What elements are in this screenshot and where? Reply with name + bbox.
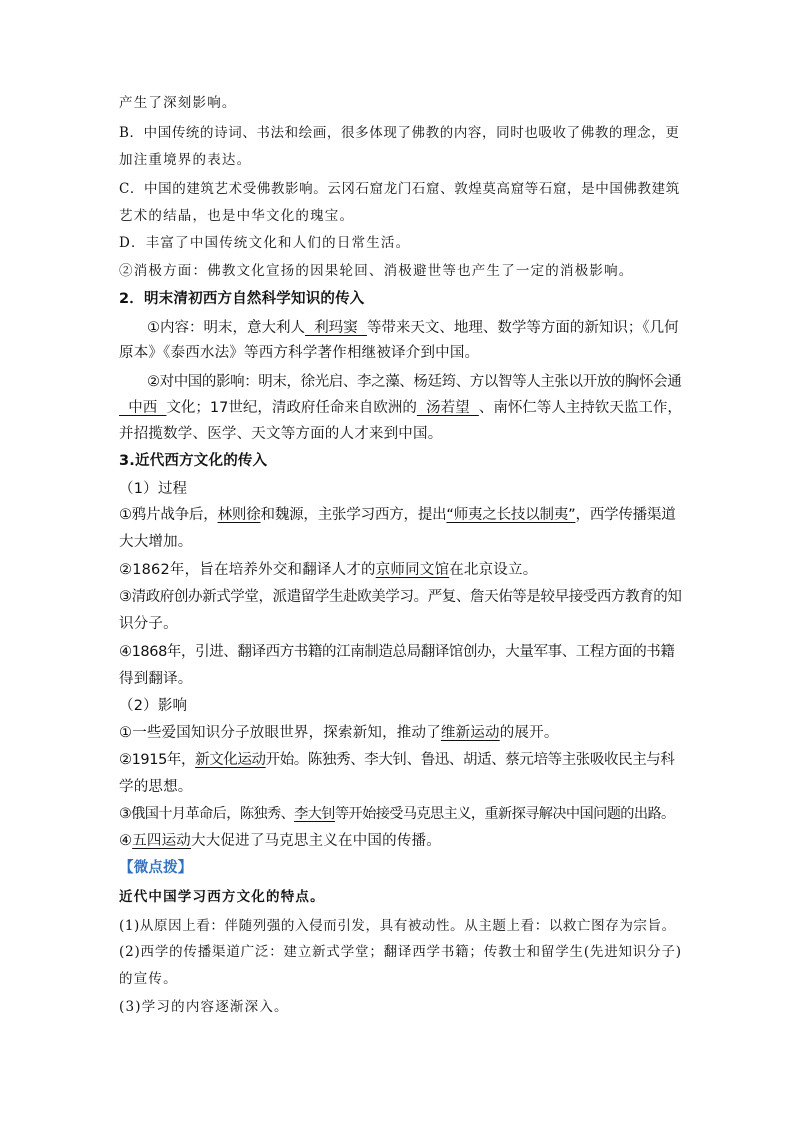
fill-blank-answer: 中西 [119, 400, 167, 416]
text-line [119, 753, 675, 768]
text-span: ②1862年，旨在培养外交和翻译人才的 [119, 562, 376, 578]
text-span: 等开始接受马克思主义，重新探寻解决中国问题的出路。 [334, 806, 675, 822]
subsection-heading: （1）过程 [119, 481, 188, 497]
text-line: ④1868年，引进、翻译西方书籍的江南制造总局翻译馆创办，大量军事、工程方面的书籍 [119, 644, 675, 660]
text-line [119, 401, 682, 416]
text-line: (3)学习的内容逐渐深入。 [119, 999, 289, 1015]
section-heading: 3.近代西方文化的传入 [119, 453, 268, 469]
text-line [119, 807, 675, 821]
text-line: 学的思想。 [119, 779, 193, 795]
fill-blank-answer: 利玛窦 [305, 320, 367, 336]
text-span: ①鸦片战争后， [119, 507, 218, 523]
text-span: 等带来天文、地理、数学等方面的新知识；《几何 [366, 320, 679, 336]
text-span: 的展开。 [499, 725, 559, 741]
subsection-heading: （2）影响 [119, 698, 188, 714]
text-span: ①内容：明末，意大利人 [147, 320, 305, 336]
tip-heading: 【微点拨】 [119, 860, 193, 876]
key-term: 维新运动 [440, 725, 500, 741]
text-line: 并招揽数学、医学、天文等方面的人才来到中国。 [119, 426, 443, 442]
text-line [119, 508, 676, 523]
text-line: B．中国传统的诗词、书法和绘画，很多体现了佛教的内容，同时也吸收了佛教的理念，更 [119, 125, 680, 141]
text-span: ②1915年， [119, 752, 196, 768]
text-line [147, 321, 679, 336]
text-line: 得到翻译。 [119, 671, 193, 687]
text-line: C．中国的建筑艺术受佛教影响。云冈石窟龙门石窟、敦煌莫高窟等石窟，是中国佛教建筑 [119, 181, 680, 197]
text-line: 产生了深刻影响。 [119, 95, 237, 111]
text-line: ②消极方面：佛教文化宣扬的因果轮回、消极避世等也产生了一定的消极影响。 [119, 263, 634, 279]
text-line [119, 563, 537, 578]
text-span: ①一些爱国知识分子放眼世界，探索新知，推动了 [119, 725, 441, 741]
text-line: D．丰富了中国传统文化和人们的日常生活。 [119, 235, 411, 251]
text-span: 大大促进了马克思主义在中国的传播。 [191, 833, 441, 849]
key-term: 五四运动 [132, 833, 192, 849]
tip-title: 近代中国学习西方文化的特点。 [119, 889, 325, 905]
text-line: 原本》《泰西水法》等西方科学著作相继被译介到中国。 [119, 345, 480, 361]
key-term: 李大钊 [294, 806, 335, 822]
text-span: 开始。陈独秀、李大钊、鲁迅、胡适、蔡元培等主张吸收民主与科 [265, 752, 675, 768]
fill-blank-answer: 汤若望 [416, 400, 479, 416]
text-line: 的宣传。 [119, 971, 178, 987]
key-term: 新文化运动 [195, 752, 266, 768]
text-line: 艺术的结晶，也是中华文化的瑰宝。 [119, 208, 355, 224]
text-span: ④ [119, 833, 133, 849]
text-span: ③俄国十月革命后，陈独秀、 [119, 806, 295, 822]
key-term: 林则徐 [217, 507, 261, 523]
text-span: ，西学传播渠道 [575, 507, 676, 523]
text-line: ②对中国的影响：明末，徐光启、李之藻、杨廷筠、方以智等人主张以开放的胸怀会通 [147, 374, 682, 390]
key-term: 京师同文馆 [375, 562, 450, 578]
text-span: 文化；17世纪，清政府任命来自欧洲的 [166, 400, 417, 416]
text-line: 识分子。 [119, 616, 178, 632]
text-span: 和魏源，主张学习西方，提出 [260, 507, 447, 523]
text-line: 加注重境界的表达。 [119, 152, 252, 168]
text-span: 、南怀仁等人主持钦天监工作， [478, 400, 682, 416]
text-line: (1)从原因上看：伴随列强的入侵而引发，具有被动性。从主题上看：以救亡图存为宗旨。 [119, 918, 676, 934]
text-span: 在北京设立。 [449, 562, 538, 578]
text-line: (2)西学的传播渠道广泛：建立新式学堂；翻译西学书籍；传教士和留学生(先进知识分子) [119, 944, 682, 960]
text-line: ③清政府创办新式学堂，派遣留学生赴欧美学习。严复、詹天佑等是较早接受西方教育的知 [119, 589, 682, 605]
key-term: “师夷之长技以制夷” [446, 507, 576, 523]
text-line: 大大增加。 [119, 534, 193, 550]
section-heading: 2．明末清初西方自然科学知识的传入 [119, 291, 365, 307]
text-line [119, 834, 441, 849]
text-line [119, 726, 559, 741]
